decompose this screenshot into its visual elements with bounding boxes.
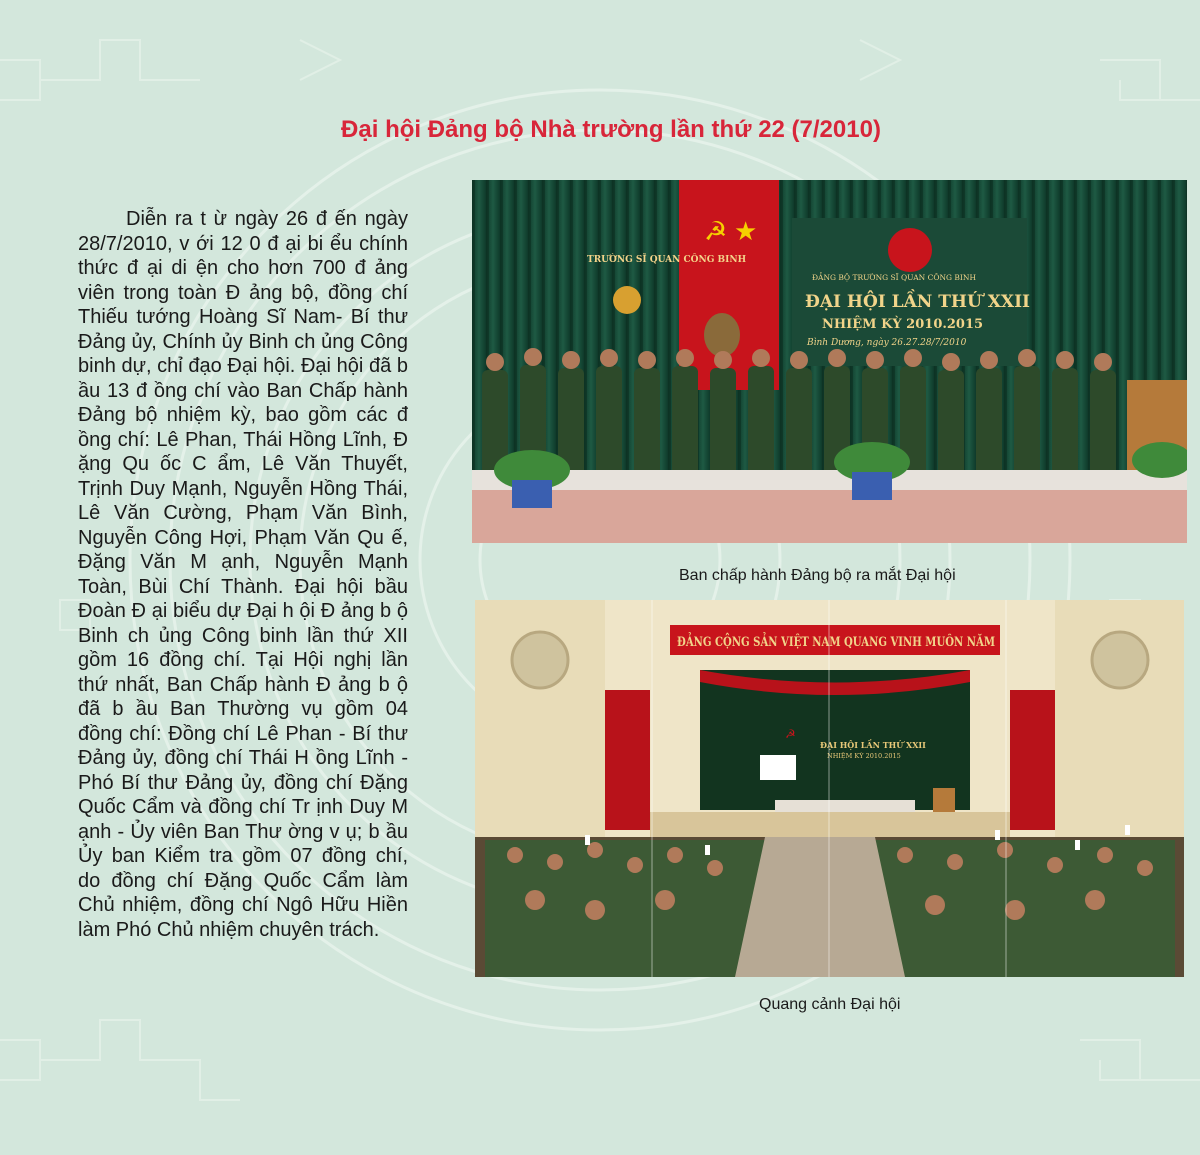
hall-stage-line1: ĐẠI HỘI LẦN THỨ XXII [820, 740, 926, 750]
body-paragraph: Diễn ra t ừ ngày 26 đ ến ngày 28/7/2010, v ới 12 0 đ ại bi ểu chính thức đ ại di ện cho hơn 700 đ ảng viên trong toàn Đ ảng bộ, đồng chí Thiếu tướng Hoàng Sĩ Nam- Bí thư Đảng ủy, Chính ủy Binh ch ủng Công binh dự, chỉ đạo Đại hội. Đại hội đã b ầu 13 đ ồng chí vào Ban Chấp hành Đảng bộ nhiệm kỳ, bao gồm các đ ồng chí: Lê Phan, Thái Hồng Lĩnh, Đ ặng Qu ốc C ẩm, Lê Văn Thuyết, Trịnh Duy Mạnh, Nguyễn Hồng Thái, Lê Văn Cường, Phạm Văn Bình, Nguyễn Công Hợi, Phạm Văn Qu ế, Đặng Văn M ạnh, Nguyễn Mạnh Toàn, Bùi Chí Thành. Đại hội bầu Đoàn Đ ại biểu dự Đại h ội Đ ảng b ộ Binh ch ủng Công binh lần thứ XII gồm 16 đồng chí. Tại Hội nghị lần thứ nhất, Ban Chấp hành Đ ảng b ộ đã b ầu Ban Thường vụ gồm 04 đồng chí: Đồng chí Lê Phan - Bí thư Đảng ủy, đồng chí Thái H ồng Lĩnh - Phó Bí thư Đảng ủy, đồng chí Đặng Quốc Cẩm và đồng chí Tr ịnh Duy M ạnh - Ủy viên Ban Thư ờng v ụ; b ầu Ủy ban Kiểm tra gồm 07 đồng chí, do đồng chí Đặng Quốc Cẩm làm Chủ nhiệm, đồng chí Ngô Hữu Hiền làm Phó Chủ nhiệm chuyên trách. [78, 208, 408, 941]
page-title: Đại hội Đảng bộ Nhà trường lần thứ 22 (7/2010) [341, 116, 881, 143]
stage-banner-line1: ĐẢNG BỘ TRƯỜNG SĨ QUAN CÔNG BINH [812, 273, 976, 282]
svg-text:☭: ☭ [785, 727, 796, 741]
svg-text:★: ★ [734, 217, 758, 247]
caption-photo-2: Quang cảnh Đại hội [759, 996, 901, 1013]
stage-banner-line3: NHIỆM KỲ 2010.2015 [822, 317, 984, 332]
photo-congress-hall [475, 600, 1184, 977]
photo-executive-committee [472, 180, 1187, 543]
svg-text:☭: ☭ [704, 217, 728, 247]
hall-slogan: ĐẢNG CỘNG SẢN VIỆT NAM QUANG VINH MUÔN NĂM [677, 635, 1087, 650]
hall-stage-line2: NHIỆM KỲ 2010.2015 [827, 752, 901, 760]
school-banner: TRƯỜNG SĨ QUAN CÔNG BINH [587, 255, 747, 265]
stage-banner-line4: Bình Dương, ngày 26.27.28/7/2010 [807, 338, 967, 348]
caption-photo-1: Ban chấp hành Đảng bộ ra mắt Đại hội [679, 567, 956, 584]
stage-banner-line2: ĐẠI HỘI LẦN THỨ XXII [805, 292, 1031, 312]
